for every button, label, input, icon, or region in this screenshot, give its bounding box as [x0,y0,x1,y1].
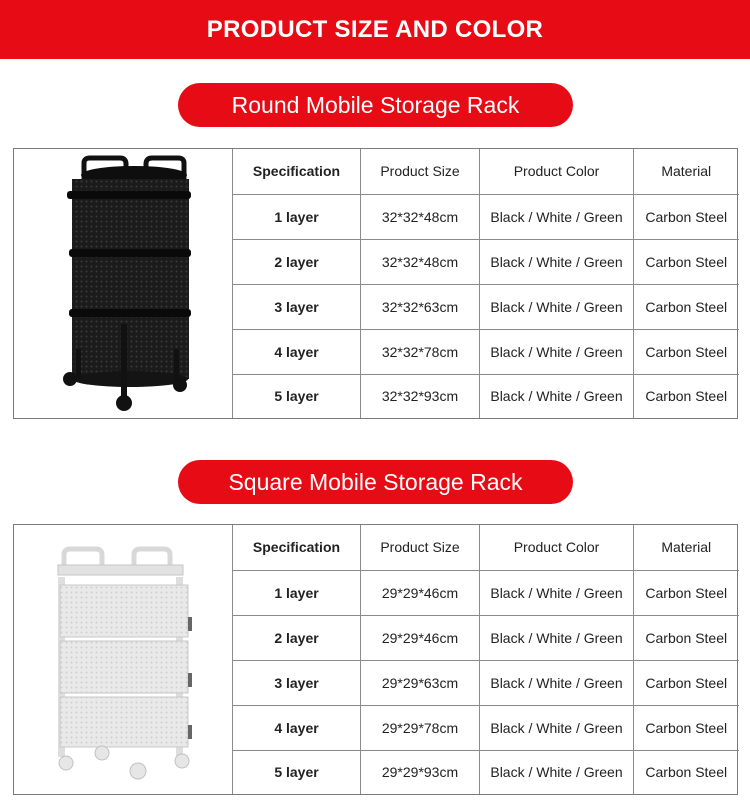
spec-cell: 3 layer [233,284,361,329]
table-row [233,570,739,615]
spec-cell: 3 layer [233,660,361,705]
table-row [233,705,739,750]
header-specification: Specification [233,525,361,570]
header-product-size: Product Size [361,525,480,570]
material-cell: Carbon Steel [634,374,739,418]
size-cell: 29*29*93cm [361,750,480,794]
table-row [233,194,739,239]
color-cell: Black / White / Green [480,284,634,329]
table-row [233,615,739,660]
square-rack-title [178,460,573,504]
size-cell: 32*32*63cm [361,284,480,329]
table-row [233,329,739,374]
page-title: PRODUCT SIZE AND COLOR [206,15,544,43]
size-cell: 29*29*78cm [361,705,480,750]
header-material: Material [634,525,739,570]
material-cell: Carbon Steel [634,284,739,329]
header-product-color: Product Color [480,525,634,570]
spec-cell: 5 layer [233,750,361,794]
spec-cell: 1 layer [233,570,361,615]
size-cell: 29*29*63cm [361,660,480,705]
square-rack-spec-table [232,525,739,794]
spec-cell: 1 layer [233,194,361,239]
header-product-color: Product Color [480,149,634,194]
material-cell: Carbon Steel [634,570,739,615]
table-row [233,660,739,705]
material-cell: Carbon Steel [634,239,739,284]
material-cell: Carbon Steel [634,660,739,705]
square-rack-section [13,524,738,795]
color-cell: Black / White / Green [480,374,634,418]
header-product-size: Product Size [361,149,480,194]
table-header-row [233,525,739,570]
table-header-row [233,149,739,194]
square-rack-title-text: Square Mobile Storage Rack [228,468,523,495]
round-rack-image-cell [14,149,232,418]
square-rack-image-cell [14,525,232,794]
round-rack-section [13,148,738,419]
round-rack-title [178,83,573,127]
color-cell: Black / White / Green [480,329,634,374]
header-material: Material [634,149,739,194]
material-cell: Carbon Steel [634,329,739,374]
table-row [233,374,739,418]
color-cell: Black / White / Green [480,194,634,239]
spec-cell: 2 layer [233,615,361,660]
material-cell: Carbon Steel [634,750,739,794]
color-cell: Black / White / Green [480,705,634,750]
size-cell: 29*29*46cm [361,570,480,615]
spec-cell: 4 layer [233,329,361,374]
spec-cell: 2 layer [233,239,361,284]
size-cell: 32*32*93cm [361,374,480,418]
round-rack-title-text: Round Mobile Storage Rack [231,91,520,118]
size-cell: 32*32*48cm [361,239,480,284]
table-row [233,750,739,794]
size-cell: 32*32*48cm [361,194,480,239]
spec-cell: 4 layer [233,705,361,750]
white-square-rack-image [14,525,232,794]
size-cell: 32*32*78cm [361,329,480,374]
spec-cell: 5 layer [233,374,361,418]
material-cell: Carbon Steel [634,194,739,239]
header-specification: Specification [233,149,361,194]
round-rack-spec-table [232,149,739,418]
material-cell: Carbon Steel [634,615,739,660]
color-cell: Black / White / Green [480,239,634,284]
table-row [233,284,739,329]
table-row [233,239,739,284]
color-cell: Black / White / Green [480,660,634,705]
color-cell: Black / White / Green [480,750,634,794]
color-cell: Black / White / Green [480,570,634,615]
size-cell: 29*29*46cm [361,615,480,660]
color-cell: Black / White / Green [480,615,634,660]
material-cell: Carbon Steel [634,705,739,750]
black-round-rack-image [14,149,232,418]
page-title-banner [0,0,750,59]
